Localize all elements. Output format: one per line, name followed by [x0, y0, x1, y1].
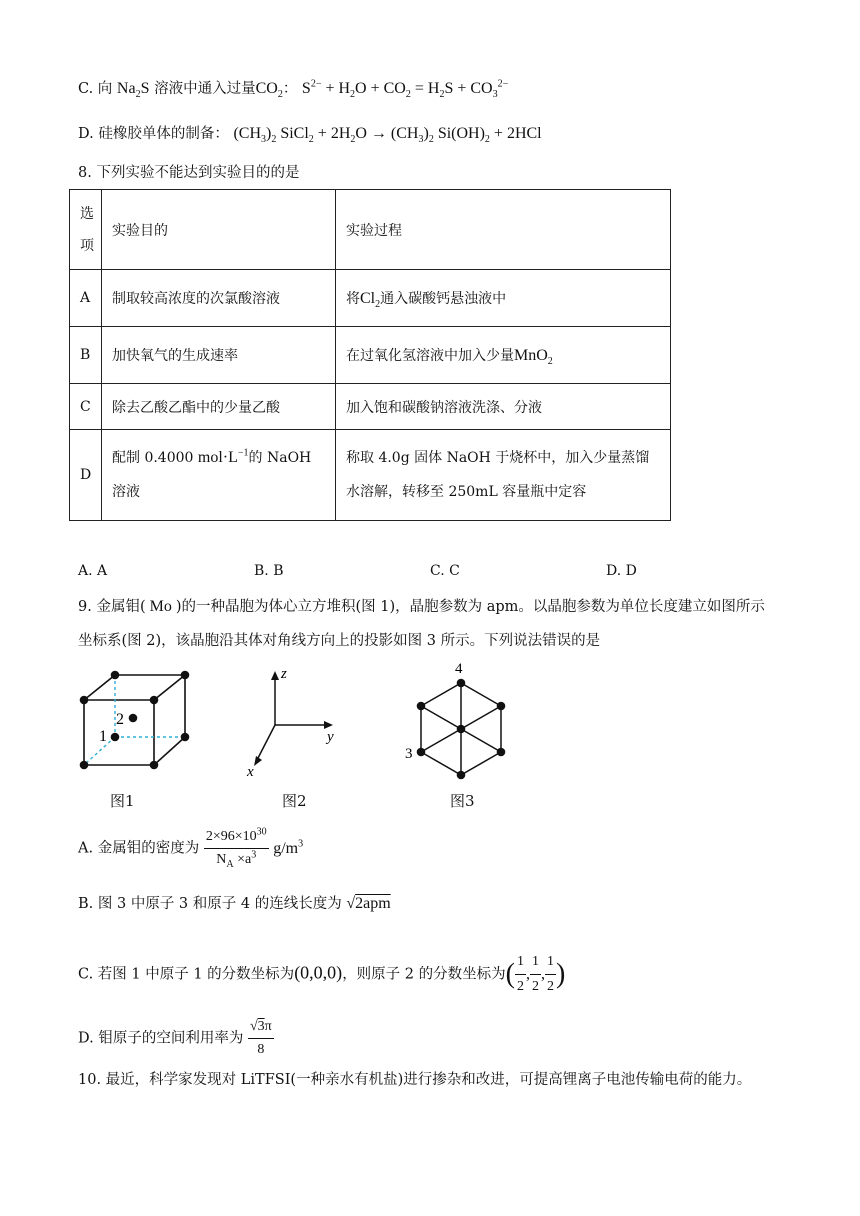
- q8-stem: 8. 下列实验不能达到实验目的的是: [78, 165, 300, 181]
- frac-half: $\frac{1}{2}$: [530, 950, 541, 999]
- q7-c-mid: 溶液中通入过量: [154, 81, 256, 97]
- equation-d: $(CH_3)_2$ SiCl$_2$ + $2H_2O \to (CH_3)_2$ $Si(OH)_2 + 2HCl$: [233, 125, 542, 146]
- q9-option-a: [78, 826, 303, 871]
- row-purpose: 制取较高浓度的次氯酸溶液: [102, 270, 336, 327]
- equation-c: $S^{2-} + H_2O + CO_2 = H_2S + CO_3^{2-}$: [301, 78, 509, 101]
- q8-option-a: A. A: [78, 563, 108, 579]
- process-text: 将: [346, 291, 360, 307]
- q7-c-prefix: C. 向: [78, 81, 113, 97]
- table-row: [70, 384, 671, 430]
- q9-stem-pre: 9. 金属钼(: [78, 599, 146, 615]
- q7-c-colon: ：: [282, 81, 298, 97]
- q9-c-mid: ，则原子 2 的分数坐标为: [342, 966, 506, 983]
- q9-stem-post: )的一种晶胞为体心立方堆积(图 1)，晶胞参数为 apm。以晶胞参数为单位长度建立如图所示: [175, 599, 765, 615]
- row-process: 称取 4.0g 固体 NaOH 于烧杯中，加入少量蒸馏水溶解，转移至 250mL 容量瓶中定容: [336, 430, 671, 521]
- row-process: [336, 270, 671, 327]
- row-key: B: [70, 327, 102, 384]
- density-unit-text: g/m: [273, 839, 299, 857]
- atom-1-label: 1: [99, 728, 107, 745]
- figure-2-axes: [245, 665, 355, 780]
- element-mo: Mo: [145, 598, 176, 615]
- q7-option-c: [78, 79, 508, 99]
- formula-na2s: $Na_2S$: [116, 80, 150, 101]
- axis-y-label: y: [327, 729, 334, 745]
- q10-stem: 10. 最近，科学家发现对 LiTFSI(一种亲水有机盐)进行掺杂和改进，可提高锂离子电池传输电荷的能力。: [78, 1072, 752, 1088]
- comma: ,: [540, 965, 545, 983]
- figure-1-bcc-cell: [70, 665, 200, 780]
- formula-cl2: $Cl_2$: [360, 290, 381, 311]
- sqrt-2-apm: √2apm: [346, 895, 391, 912]
- axis-x-label: x: [247, 764, 254, 780]
- header-process: 实验过程: [336, 190, 671, 270]
- purpose-text: 的 NaOH 溶液: [112, 450, 312, 500]
- row-key: C: [70, 384, 102, 430]
- paren-open: (: [505, 958, 515, 990]
- row-key: A: [70, 270, 102, 327]
- frac-half: $\frac{1}{2}$: [515, 950, 526, 999]
- q9-option-b: [78, 894, 391, 914]
- figure-2-caption: 图2: [282, 792, 307, 810]
- experiment-table: [69, 189, 671, 521]
- density-unit: $g/m^3$: [273, 838, 304, 857]
- q7-option-d: [78, 124, 542, 144]
- row-process: 加入饱和碳酸钠溶液洗涤、分液: [336, 384, 671, 430]
- row-process: [336, 327, 671, 384]
- q9-stem-line2: 坐标系(图 2)，该晶胞沿其体对角线方向上的投影如图 3 所示。下列说法错误的是: [78, 633, 601, 649]
- figure-3-caption: 图3: [450, 792, 475, 810]
- formula-co2: $CO_2$: [255, 80, 283, 101]
- purpose-text: 配制 0.4000: [112, 450, 194, 466]
- table-row: [70, 327, 671, 384]
- q8-option-b: B. B: [254, 563, 284, 579]
- packing-fraction: $\frac{√3\pi}{8}$: [248, 1016, 274, 1061]
- row-purpose: 加快氧气的生成速率: [102, 327, 336, 384]
- row-purpose: [102, 430, 336, 521]
- figure-1-caption: 图1: [110, 792, 135, 810]
- process-text: 通入碳酸钙悬浊液中: [380, 291, 507, 307]
- table-row: [70, 430, 671, 521]
- q9-b-text: B. 图 3 中原子 3 和原子 4 的连线长度为: [78, 896, 342, 912]
- frac-half: $\frac{1}{2}$: [545, 950, 556, 999]
- q9-d-text: D. 钼原子的空间利用率为: [78, 1030, 244, 1047]
- sqrt-value: 2apm: [355, 895, 391, 912]
- row-purpose: 除去乙酸乙酯中的少量乙酸: [102, 384, 336, 430]
- row-key: D: [70, 430, 102, 521]
- atom-4-label: 4: [455, 661, 463, 677]
- density-fraction: $\frac{2\times 96\times 10^{30}}{N_A \times a^3}$: [205, 826, 267, 870]
- header-purpose: 实验目的: [102, 190, 336, 270]
- header-option: 选 项: [70, 190, 102, 270]
- axis-z-label: z: [281, 666, 287, 682]
- q9-option-d: [78, 1016, 274, 1061]
- q9-c-pre: C. 若图 1 中原子 1 的分数坐标为: [78, 966, 295, 983]
- table-row: [70, 270, 671, 327]
- unit-mol-l: $mol\cdot L^{-1}$: [197, 447, 249, 466]
- q7-d-prefix: D. 硅橡胶单体的制备：: [78, 126, 229, 142]
- q9-a-text: A. 金属钼的密度为: [78, 840, 200, 857]
- coord-000: (0,0,0): [294, 962, 343, 983]
- q9-stem-line1: [78, 597, 765, 617]
- figure-3-projection: [395, 655, 520, 780]
- process-text: 在过氧化氢溶液中加入少量: [346, 348, 514, 364]
- q8-option-d: D. D: [606, 563, 637, 579]
- formula-mno2: MnO$_2$: [514, 347, 553, 368]
- table-header-row: [70, 190, 671, 270]
- atom-3-label: 3: [405, 746, 413, 762]
- q8-option-c: C. C: [430, 563, 460, 579]
- comma: ,: [525, 965, 530, 983]
- paren-close: ): [555, 958, 566, 990]
- q9-option-c: [78, 950, 565, 999]
- atom-2-label: 2: [116, 711, 124, 728]
